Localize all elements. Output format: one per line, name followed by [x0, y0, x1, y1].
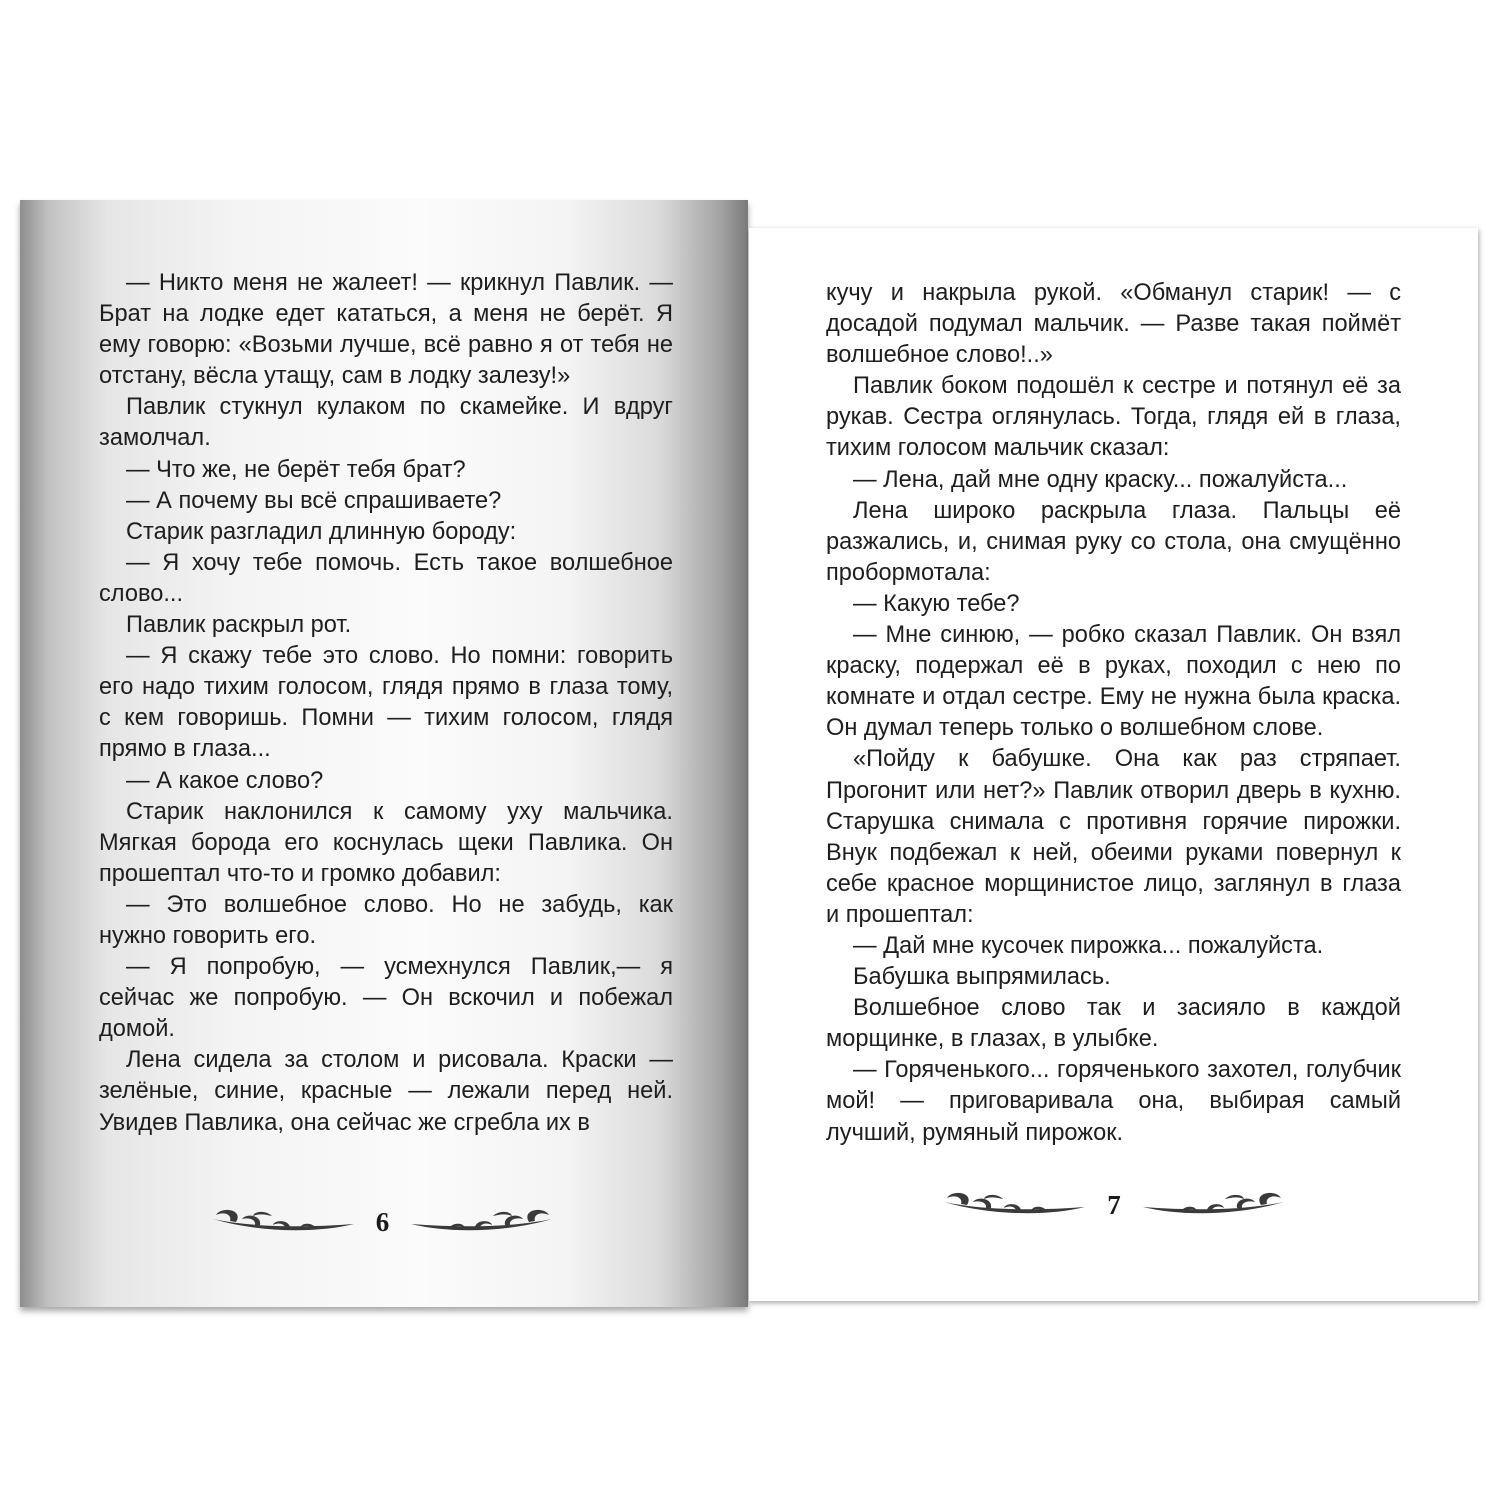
flourish-ornament-icon [942, 1190, 1087, 1220]
right-page-text [826, 278, 1401, 1149]
page-footer [934, 1183, 1294, 1227]
page-number: 7 [1107, 1189, 1121, 1220]
page-number: 6 [375, 1206, 390, 1237]
paragraph: Лена сидела за столом и рисовала. Краски — зелёные, синие, красные — лежали перед ней. Увидев Павлика, она сейчас же сгребла их в [99, 1047, 673, 1136]
right-page [749, 228, 1478, 1301]
paragraph: — Дай мне кусочек пирожка... пожалуйста. [853, 932, 1324, 959]
paragraph: — Я попробую, — усмехнулся Павлик,— я сейчас же попробую. — Он вскочил и побежал домой. [99, 954, 673, 1043]
paragraph: — Какую тебе? [853, 590, 1020, 617]
paragraph: — Я скажу тебе это слово. Но помни: говорить его надо тихим голосом, глядя прямо в глаза тому, с кем говоришь. Помни — тихим голосом, глядя прямо в глаза... [99, 643, 673, 763]
paragraph: — Что же, не берёт тебя брат? [126, 456, 466, 483]
page-footer [200, 1200, 565, 1244]
flourish-ornament-icon [409, 1207, 554, 1237]
paragraph: Павлик боком подошёл к сестре и потянул её за рукав. Сестра оглянулась. Тогда, глядя ей в глаза, тихим голосом мальчик сказал: [826, 373, 1401, 462]
paragraph: Бабушка выпрямилась. [853, 964, 1111, 991]
paragraph: — Это волшебное слово. Но не забудь, как нужно говорить его. [99, 891, 673, 949]
paragraph: — Никто меня не жалеет! — крикнул Павлик. — Брат на лодке едет кататься, а меня не берёт. Я ему говорю: «Возьми лучше, всё равно я от тебя не отстану, вёсла утащу, сам в лодку залезу!» [99, 270, 673, 390]
flourish-ornament-icon [1141, 1190, 1286, 1220]
paragraph: — Лена, дай мне одну краску... пожалуйста... [853, 466, 1348, 493]
left-page-text [99, 268, 673, 1139]
paragraph: Старик наклонился к самому уху мальчика. Мягкая борода его коснулась щеки Павлика. Он прошептал что-то и громко добавил: [99, 798, 673, 887]
paragraph: — Горяченького... горяченького захотел, голубчик мой! — приговаривала она, выбирая самый лучший, румяный пирожок. [826, 1057, 1401, 1146]
left-page [20, 200, 748, 1307]
paragraph: — А почему вы всё спрашиваете? [126, 487, 502, 514]
paragraph: Павлик раскрыл рот. [126, 612, 352, 639]
paragraph: — Я хочу тебе помочь. Есть такое волшебное слово... [99, 549, 673, 607]
paragraph: кучу и накрыла рукой. «Обманул старик! — с досадой подумал мальчик. — Разве такая поймёт волшебное слово!..» [826, 280, 1401, 369]
paragraph: Волшебное слово так и засияло в каждой морщинке, в глазах, в улыбке. [826, 995, 1401, 1053]
paragraph: Павлик стукнул кулаком по скамейке. И вдруг замолчал. [99, 394, 673, 452]
paragraph: Лена широко раскрыла глаза. Пальцы её разжались, и, снимая руку со стола, она смущённо пробормотала: [826, 497, 1401, 586]
flourish-ornament-icon [211, 1207, 356, 1237]
paragraph: «Пойду к бабушке. Она как раз стряпает. Прогонит или нет?» Павлик отворил дверь в кухню. Старушка снимала с противня горячие пирожки. Внук подбежал к ней, обеими руками повернул к себе красное морщинистое лицо, заглянул в глаза и прошептал: [826, 746, 1401, 928]
paragraph: — Мне синюю, — робко сказал Павлик. Он взял краску, подержал её в руках, походил с нею по комнате и отдал сестре. Ему не нужна была краска. Он думал теперь только о волшебном слове. [826, 622, 1401, 742]
paragraph: Старик разгладил длинную бороду: [126, 518, 517, 545]
paragraph: — А какое слово? [126, 767, 324, 794]
